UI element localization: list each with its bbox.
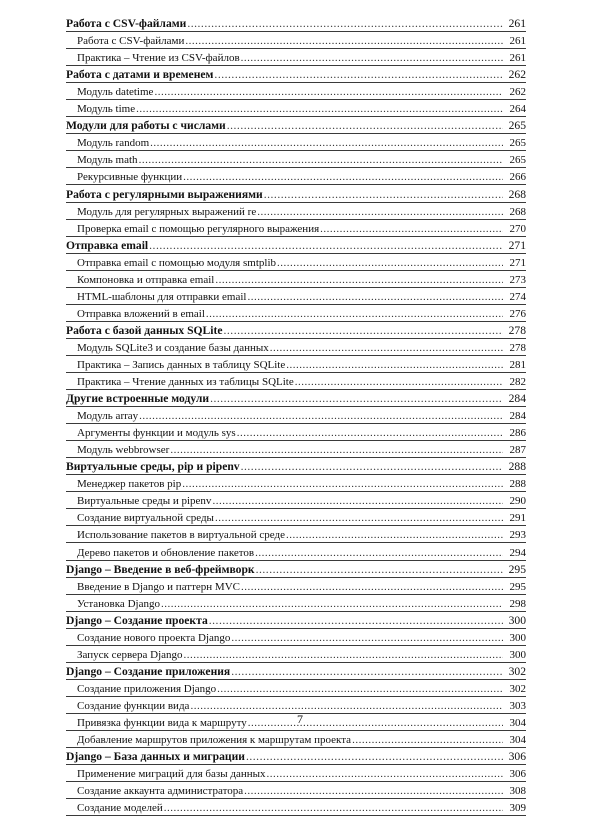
table-of-contents: [66, 15, 526, 816]
toc-entry-page: 306: [508, 750, 526, 764]
toc-entry-page: 294: [509, 546, 526, 559]
toc-entry-title: Аргументы функции и модуль sys: [77, 427, 236, 440]
toc-entry-title: Django – Создание приложения: [66, 664, 231, 678]
toc-entry-page: 268: [509, 205, 526, 218]
toc-entry-title: Отправка вложений в email: [77, 307, 205, 320]
toc-dot-leader: [164, 801, 503, 815]
toc-entry-title: Виртуальные среды и pipenv: [77, 495, 212, 508]
toc-entry-page: 308: [509, 785, 526, 798]
toc-chapter-row: [66, 458, 526, 475]
toc-section-row: [66, 49, 526, 66]
toc-chapter-row: [66, 322, 526, 339]
toc-entry-page: 270: [509, 222, 526, 235]
toc-entry-page: 298: [509, 597, 526, 610]
toc-entry-page: 300: [509, 648, 526, 661]
toc-dot-leader: [154, 85, 503, 99]
toc-entry-page: 266: [509, 171, 526, 184]
toc-entry-page: 276: [509, 307, 526, 320]
toc-entry-title: Создание аккаунта администратора: [77, 785, 244, 798]
toc-entry-page: 268: [508, 187, 526, 201]
toc-entry-page: 293: [509, 529, 526, 542]
toc-entry-title: Модуль для регулярных выражений re: [77, 205, 257, 218]
toc-entry-page: 302: [508, 664, 526, 678]
toc-entry-page: 306: [509, 768, 526, 781]
toc-entry-title: Использование пакетов в виртуальной среде: [77, 529, 286, 542]
toc-entry-title: Работа с CSV-файлами: [66, 17, 187, 31]
toc-section-row: [66, 168, 526, 185]
toc-entry-page: 295: [509, 580, 526, 593]
toc-entry-page: 284: [509, 410, 526, 423]
toc-entry-page: 262: [508, 68, 526, 82]
toc-section-row: [66, 134, 526, 151]
toc-section-row: [66, 305, 526, 322]
toc-section-row: [66, 407, 526, 424]
toc-entry-page: 288: [509, 478, 526, 491]
toc-dot-leader: [215, 273, 503, 287]
toc-entry-page: 303: [509, 699, 526, 712]
toc-dot-leader: [185, 34, 503, 48]
toc-section-row: [66, 288, 526, 305]
toc-chapter-row: [66, 66, 526, 83]
toc-entry-page: 309: [509, 802, 526, 815]
toc-dot-leader: [241, 51, 503, 65]
toc-section-row: [66, 356, 526, 373]
toc-section-row: [66, 543, 526, 560]
toc-entry-title: Django – База данных и миграции: [66, 750, 245, 764]
toc-section-row: [66, 475, 526, 492]
toc-entry-title: Запуск сервера Django: [77, 648, 183, 661]
toc-section-row: [66, 424, 526, 441]
toc-dot-leader: [244, 784, 503, 798]
toc-entry-page: 261: [509, 52, 526, 65]
toc-entry-title: Работа с датами и временем: [66, 68, 214, 82]
toc-dot-leader: [241, 580, 503, 594]
toc-section-row: [66, 151, 526, 168]
toc-entry-page: 300: [508, 613, 526, 627]
toc-entry-page: 290: [509, 495, 526, 508]
toc-entry-title: Компоновка и отправка email: [77, 273, 215, 286]
toc-entry-title: Рекурсивные функции: [77, 171, 183, 184]
toc-dot-leader: [255, 546, 503, 560]
toc-dot-leader: [231, 631, 503, 645]
toc-entry-title: Другие встроенные модули: [66, 392, 210, 406]
toc-entry-page: 295: [508, 562, 526, 576]
toc-dot-leader: [149, 239, 503, 253]
toc-dot-leader: [139, 153, 503, 167]
toc-entry-page: 261: [508, 17, 526, 31]
toc-entry-title: Проверка email с помощью регулярного выражения: [77, 222, 320, 235]
toc-dot-leader: [277, 256, 503, 270]
toc-dot-leader: [183, 170, 503, 184]
toc-entry-title: Применение миграций для базы данных: [77, 768, 266, 781]
toc-dot-leader: [210, 392, 503, 406]
toc-section-row: [66, 83, 526, 100]
toc-entry-page: 302: [509, 682, 526, 695]
toc-entry-title: Установка Django: [77, 597, 160, 610]
toc-section-row: [66, 100, 526, 117]
toc-entry-page: 288: [508, 460, 526, 474]
toc-dot-leader: [217, 682, 503, 696]
toc-entry-page: 286: [509, 427, 526, 440]
toc-dot-leader: [224, 324, 504, 338]
toc-dot-leader: [190, 699, 503, 713]
toc-entry-page: 271: [509, 256, 526, 269]
toc-dot-leader: [257, 205, 503, 219]
toc-entry-title: Работа с регулярными выражениями: [66, 187, 263, 201]
toc-section-row: [66, 339, 526, 356]
toc-entry-title: Модуль time: [77, 103, 136, 116]
toc-entry-page: 264: [509, 103, 526, 116]
toc-entry-page: 274: [509, 290, 526, 303]
toc-chapter-row: [66, 390, 526, 407]
toc-entry-title: Модуль math: [77, 154, 138, 167]
toc-entry-title: Модуль array: [77, 410, 139, 423]
toc-entry-title: Виртуальные среды, pip и pipenv: [66, 460, 240, 474]
toc-dot-leader: [267, 767, 503, 781]
toc-dot-leader: [231, 665, 503, 679]
toc-section-row: [66, 646, 526, 663]
toc-entry-title: Модуль SQLite3 и создание базы данных: [77, 341, 269, 354]
toc-entry-page: 278: [509, 341, 526, 354]
toc-entry-title: HTML-шаблоны для отправки email: [77, 290, 247, 303]
toc-entry-title: Работа с CSV-файлами: [77, 35, 185, 48]
toc-entry-title: Модуль webbrowser: [77, 444, 170, 457]
toc-entry-title: Введение в Django и паттерн MVC: [77, 580, 240, 593]
toc-entry-page: 265: [509, 137, 526, 150]
toc-entry-title: Модуль random: [77, 137, 150, 150]
toc-dot-leader: [286, 528, 503, 542]
toc-entry-title: Практика – Чтение из CSV-файлов: [77, 52, 240, 65]
toc-entry-page: 304: [509, 716, 526, 729]
toc-dot-leader: [161, 597, 503, 611]
toc-dot-leader: [209, 614, 503, 628]
toc-entry-page: 291: [509, 512, 526, 525]
toc-section-row: [66, 373, 526, 390]
toc-entry-page: 281: [509, 358, 526, 371]
toc-entry-title: Модуль datetime: [77, 86, 154, 99]
toc-dot-leader: [320, 222, 503, 236]
toc-entry-title: Практика – Чтение данных из таблицы SQLite: [77, 376, 294, 389]
toc-entry-page: 278: [508, 323, 526, 337]
toc-chapter-row: [66, 748, 526, 765]
toc-entry-title: Дерево пакетов и обновление пакетов: [77, 546, 255, 559]
toc-entry-title: Отправка email с помощью модуля smtplib: [77, 256, 276, 269]
toc-section-row: [66, 254, 526, 271]
toc-dot-leader: [136, 102, 503, 116]
toc-section-row: [66, 526, 526, 543]
toc-entry-page: 273: [509, 273, 526, 286]
toc-chapter-row: [66, 15, 526, 32]
toc-section-row: [66, 32, 526, 49]
toc-entry-title: Создание виртуальной среды: [77, 512, 214, 525]
toc-chapter-row: [66, 561, 526, 578]
toc-entry-title: Добавление маршрутов приложения к маршрутам проекта: [77, 734, 352, 747]
toc-entry-title: Создание функции вида: [77, 699, 190, 712]
toc-entry-page: 271: [508, 238, 526, 252]
toc-chapter-row: [66, 612, 526, 629]
toc-section-row: [66, 765, 526, 782]
toc-chapter-row: [66, 237, 526, 254]
toc-dot-leader: [352, 733, 503, 747]
toc-dot-leader: [270, 341, 503, 355]
toc-entry-page: 304: [509, 734, 526, 747]
toc-entry-title: Создание нового проекта Django: [77, 631, 231, 644]
toc-section-row: [66, 578, 526, 595]
toc-entry-title: Модули для работы с числами: [66, 119, 226, 133]
toc-dot-leader: [227, 119, 503, 133]
toc-section-row: [66, 509, 526, 526]
toc-entry-title: Отправка email: [66, 238, 149, 252]
toc-chapter-row: [66, 185, 526, 202]
toc-dot-leader: [264, 188, 503, 202]
toc-entry-page: 265: [508, 119, 526, 133]
toc-dot-leader: [247, 290, 503, 304]
toc-dot-leader: [212, 494, 503, 508]
toc-entry-title: Практика – Запись данных в таблицу SQLite: [77, 358, 286, 371]
toc-section-row: [66, 441, 526, 458]
toc-dot-leader: [246, 750, 503, 764]
toc-section-row: [66, 595, 526, 612]
toc-entry-title: Работа с базой данных SQLite: [66, 323, 223, 337]
toc-entry-title: Django – Введение в веб-фреймворк: [66, 562, 255, 576]
toc-dot-leader: [150, 136, 503, 150]
toc-section-row: [66, 492, 526, 509]
toc-dot-leader: [295, 375, 503, 389]
toc-section-row: [66, 629, 526, 646]
toc-dot-leader: [237, 426, 503, 440]
toc-entry-title: Django – Создание проекта: [66, 613, 208, 627]
toc-entry-page: 300: [509, 631, 526, 644]
toc-section-row: [66, 731, 526, 748]
toc-section-row: [66, 782, 526, 799]
toc-dot-leader: [241, 460, 503, 474]
toc-dot-leader: [184, 648, 503, 662]
toc-dot-leader: [187, 17, 503, 31]
toc-dot-leader: [170, 443, 503, 457]
toc-entry-page: 284: [508, 392, 526, 406]
toc-entry-title: Создание моделей: [77, 802, 163, 815]
toc-entry-page: 282: [509, 376, 526, 389]
toc-dot-leader: [182, 477, 503, 491]
toc-dot-leader: [215, 511, 503, 525]
toc-section-row: [66, 220, 526, 237]
toc-entry-title: Менеджер пакетов pip: [77, 478, 182, 491]
toc-chapter-row: [66, 117, 526, 134]
toc-entry-title: Привязка функции вида к маршруту: [77, 716, 247, 729]
toc-entry-page: 261: [509, 35, 526, 48]
toc-entry-page: 262: [509, 86, 526, 99]
toc-dot-leader: [206, 307, 503, 321]
toc-entry-title: Создание приложения Django: [77, 682, 217, 695]
toc-entry-page: 287: [509, 444, 526, 457]
toc-section-row: [66, 799, 526, 816]
toc-section-row: [66, 680, 526, 697]
toc-dot-leader: [286, 358, 503, 372]
toc-entry-page: 265: [509, 154, 526, 167]
toc-section-row: [66, 203, 526, 220]
toc-dot-leader: [256, 563, 503, 577]
page-number: 7: [297, 712, 303, 726]
toc-section-row: [66, 271, 526, 288]
toc-chapter-row: [66, 663, 526, 680]
toc-dot-leader: [214, 68, 503, 82]
toc-dot-leader: [139, 409, 503, 423]
